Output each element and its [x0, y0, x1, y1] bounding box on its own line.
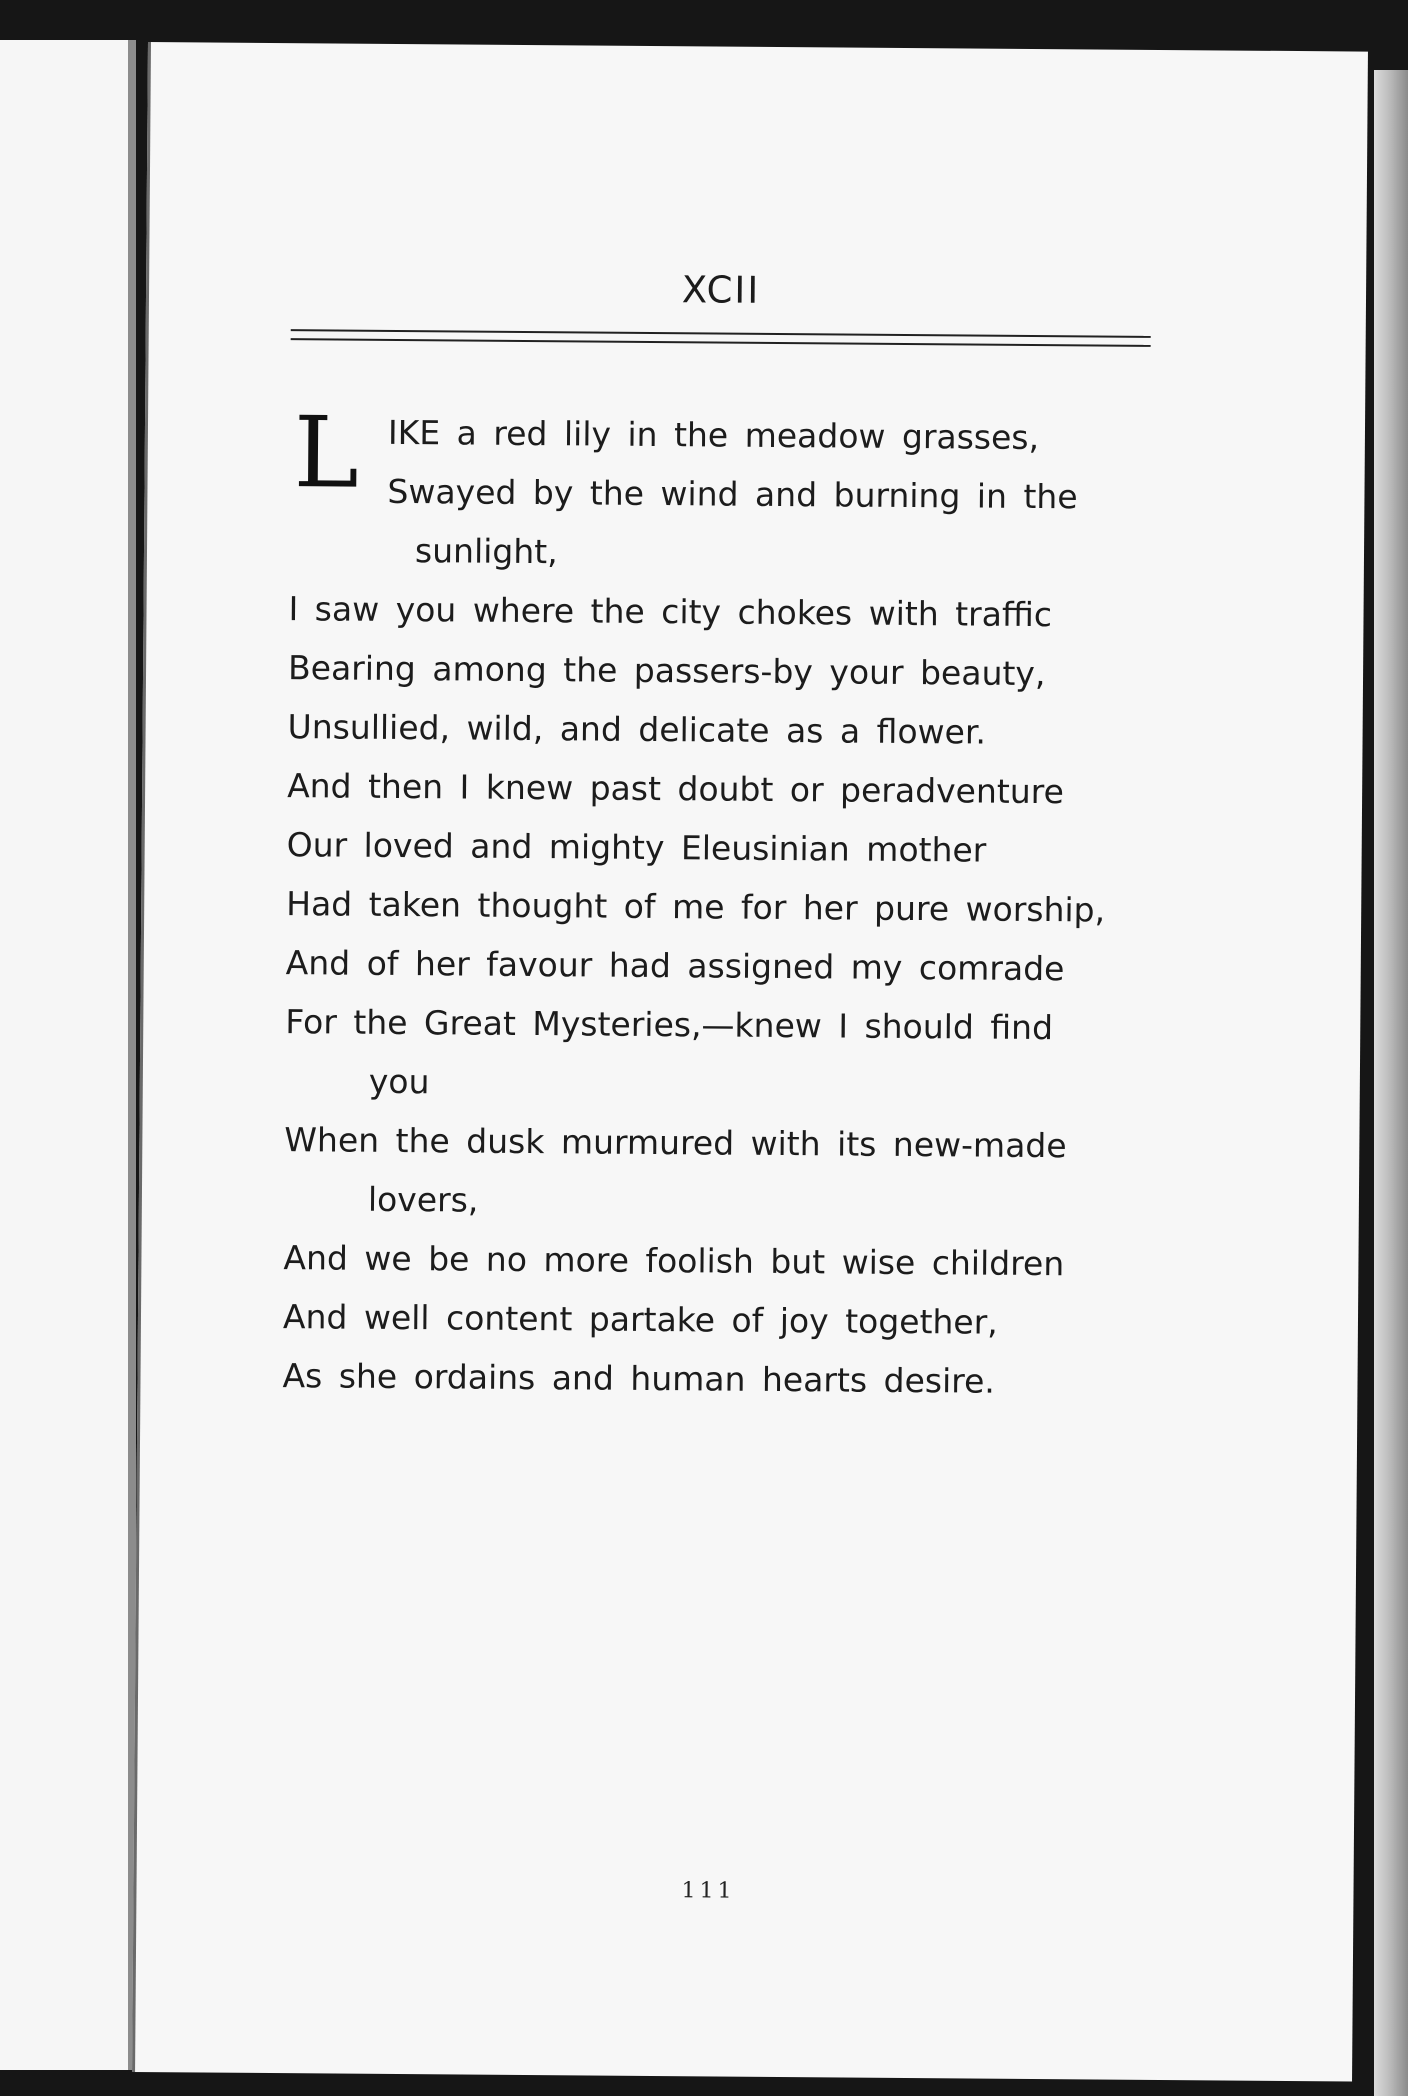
- poem-line: And then I knew past doubt or peradventure: [287, 766, 1065, 812]
- page-fore-edge: [1374, 70, 1408, 2096]
- poem-line: For the Great Mysteries,—knew I should find: [285, 1002, 1054, 1048]
- title-rule-top: [291, 329, 1151, 338]
- drop-cap: L: [293, 396, 360, 511]
- poem-line: Bearing among the passers-by your beauty,: [287, 648, 1046, 694]
- poem-line: As she ordains and human hearts desire.: [282, 1356, 995, 1401]
- poem-line: IKE a red lily in the meadow grasses,: [387, 412, 1040, 458]
- poem-line: And of her favour had assigned my comrade: [285, 943, 1065, 989]
- chapter-title: XCII: [681, 268, 761, 312]
- poem-lines: [282, 579, 1148, 1412]
- poem-line: Our loved and mighty Eleusinian mother: [286, 825, 987, 870]
- poem-line: And well content partake of joy together,: [282, 1297, 998, 1342]
- page-content: [282, 263, 1151, 1904]
- poem-line: Unsullied, wild, and delicate as a flower.: [287, 707, 987, 752]
- poem-line: Had taken thought of me for her pure worship,: [286, 884, 1106, 930]
- book-page: [132, 42, 1368, 2082]
- opening-lines: [387, 403, 1150, 586]
- poem-line: lovers,: [367, 1179, 479, 1220]
- title-rule-bottom: [291, 338, 1151, 347]
- poem-line: you: [368, 1061, 430, 1102]
- poem-line: sunlight,: [414, 531, 558, 572]
- left-page-edge: [0, 40, 136, 2070]
- poem-line: I saw you where the city chokes with traffic: [288, 589, 1053, 635]
- poem-line: When the dusk murmured with its new-made: [284, 1120, 1067, 1166]
- poem: [282, 396, 1150, 1412]
- opening-stanza: [289, 396, 1150, 586]
- poem-line: And we be no more foolish but wise children: [283, 1238, 1065, 1284]
- page-number: 111: [681, 1878, 736, 1904]
- poem-line: Swayed by the wind and burning in the: [387, 471, 1078, 517]
